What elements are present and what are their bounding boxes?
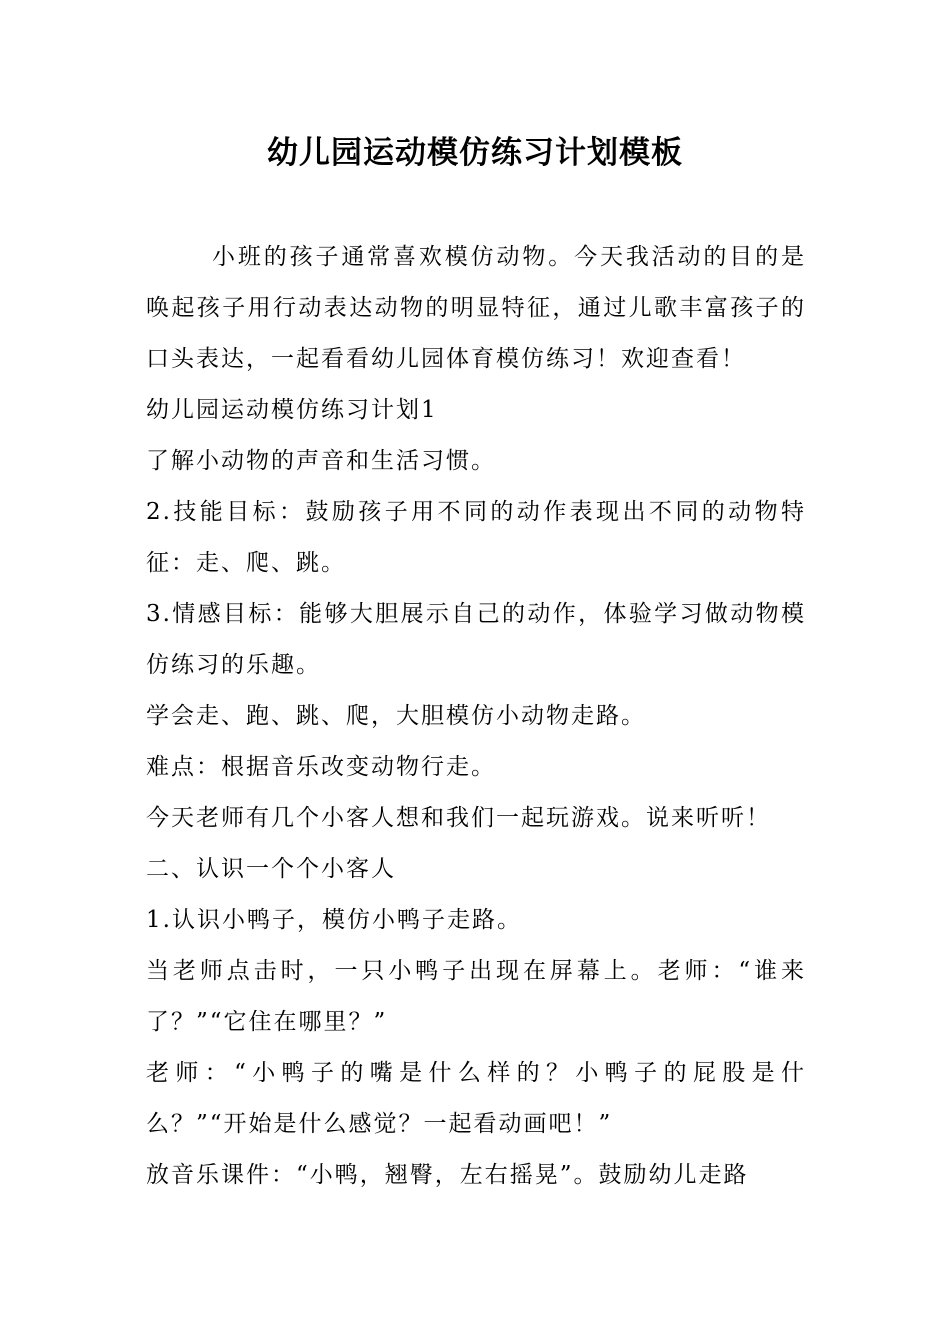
paragraph-emotion-goal: 3.情感目标：能够大胆展示自己的动作，体验学习做动物模仿练习的乐趣。 (146, 601, 806, 678)
document-body (146, 232, 806, 1201)
paragraph: 学会走、跑、跳、爬，大胆模仿小动物走路。 (146, 703, 646, 729)
paragraph: 放音乐课件：“小鸭，翘臀，左右摇晃”。鼓励幼儿走路 (146, 1162, 749, 1188)
paragraph-difficulty: 难点：根据音乐改变动物行走。 (146, 754, 496, 780)
paragraph: 了解小动物的声音和生活习惯。 (146, 448, 496, 474)
section-heading-guests: 二、认识一个个小客人 (146, 856, 396, 882)
paragraph-skill-goal: 2.技能目标：鼓励孩子用不同的动作表现出不同的动物特征：走、爬、跳。 (146, 499, 806, 576)
section-heading-plan-1: 幼儿园运动模仿练习计划1 (146, 397, 438, 423)
paragraph: 当老师点击时，一只小鸭子出现在屏幕上。老师：“谁来了？”“它住在哪里？” (146, 958, 806, 1035)
paragraph-duck: 1.认识小鸭子，模仿小鸭子走路。 (146, 907, 522, 933)
paragraph: 今天老师有几个小客人想和我们一起玩游戏。说来听听！ (146, 805, 771, 831)
paragraph: 老师：“小鸭子的嘴是什么样的？小鸭子的屁股是什么？”“开始是什么感觉？一起看动画吧！” (146, 1060, 806, 1137)
document-title: 幼儿园运动模仿练习计划模板 (267, 135, 683, 171)
intro-paragraph: 小班的孩子通常喜欢模仿动物。今天我活动的目的是唤起孩子用行动表达动物的明显特征，通过儿歌丰富孩子的口头表达，一起看看幼儿园体育模仿练习！欢迎查看！ (146, 244, 806, 372)
